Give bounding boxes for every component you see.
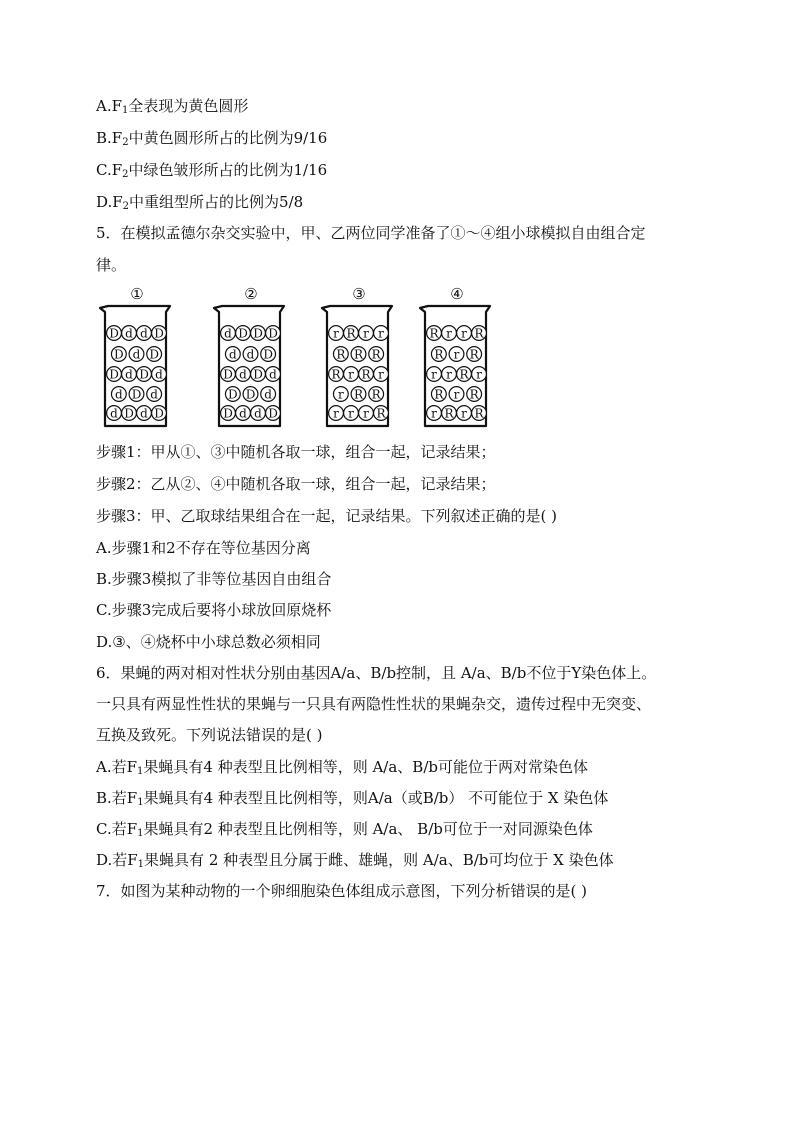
ball-label: r bbox=[348, 406, 354, 421]
q5-step3: 步骤3：甲、乙取球结果组合在一起，记录结果。下列叙述正确的是( ) bbox=[96, 507, 558, 525]
ball-label: R bbox=[336, 347, 346, 362]
beakers-figure bbox=[96, 282, 496, 430]
ball-label: D bbox=[228, 387, 238, 402]
q4-option-c: $C.F_2$中绿色皱形所占的比例为1/16 bbox=[96, 161, 328, 180]
ball-label: d bbox=[155, 367, 163, 382]
ball-label: r bbox=[363, 406, 369, 421]
q6-stem-line3: 互换及致死。下列说法错误的是( ) bbox=[96, 726, 323, 744]
ball-label: d bbox=[150, 387, 158, 402]
ball-label: R bbox=[469, 347, 479, 362]
ball-label: D bbox=[149, 347, 159, 362]
beaker-3 bbox=[322, 285, 392, 426]
ball-label: R bbox=[353, 387, 364, 402]
ball-label: D bbox=[131, 387, 142, 402]
q6-stem-line1: 6．果蝇的两对相对性状分别由基因A/a、B/b控制，且 A/a、B/b不位于Y染色体上。 bbox=[96, 664, 657, 682]
q4-option-d: $D.F_2$中重组型所占的比例为5/8 bbox=[96, 193, 304, 212]
q5-stem-line2: 律。 bbox=[96, 256, 127, 274]
beakers-diagram bbox=[96, 282, 496, 430]
ball-label: d bbox=[115, 387, 123, 402]
ball-label: D bbox=[109, 326, 119, 341]
q5-option-d: D.③、④烧杯中小球总数必须相同 bbox=[96, 633, 321, 651]
ball-label: R bbox=[331, 367, 341, 382]
q5-step2: 步骤2：乙从②、④中随机各取一球，组合一起，记录结果； bbox=[96, 475, 496, 493]
q6-option-c: C.若$F_1$果蝇具有2 种表型且比例相等，则 A/a、 B/b可位于一对同源染色体 bbox=[96, 820, 593, 839]
ball-label: r bbox=[461, 406, 467, 421]
ball-label: R bbox=[353, 347, 364, 362]
q4-option-a: $A.F_1$全表现为黄色圆形 bbox=[96, 97, 249, 116]
ball-label: R bbox=[434, 347, 444, 362]
ball-label: R bbox=[346, 326, 356, 341]
ball-label: D bbox=[253, 367, 263, 382]
ball-label: D bbox=[124, 406, 134, 421]
q6-stem-line2: 一只具有两显性性状的果蝇与一只具有两隐性性状的果蝇杂交，遗传过程中无突变、 bbox=[96, 695, 652, 713]
ball-label: d bbox=[140, 406, 148, 421]
ball-label: R bbox=[474, 406, 484, 421]
ball-label: r bbox=[453, 347, 460, 362]
ball-label: r bbox=[461, 326, 467, 341]
ball-label: R bbox=[371, 387, 381, 402]
ball-label: D bbox=[139, 367, 149, 382]
ball-label: d bbox=[229, 347, 237, 362]
ball-label: D bbox=[238, 326, 248, 341]
q6-option-a: A.若$F_1$果蝇具有4 种表型且比例相等，则 A/a、B/b可能位于两对常染色体 bbox=[96, 758, 588, 777]
q5-option-a: A.步骤1和2不存在等位基因分离 bbox=[96, 539, 311, 557]
ball-label: r bbox=[431, 367, 437, 382]
ball-label: d bbox=[125, 326, 133, 341]
ball-label: d bbox=[110, 406, 118, 421]
beaker-1 bbox=[100, 285, 170, 426]
ball-label: R bbox=[434, 387, 444, 402]
q4-option-b: $B.F_2$中黄色圆形所占的比例为9/16 bbox=[96, 129, 328, 148]
ball-label: r bbox=[333, 406, 339, 421]
ball-label: D bbox=[154, 326, 164, 341]
ball-label: R bbox=[376, 406, 386, 421]
ball-label: r bbox=[363, 326, 369, 341]
ball-label: r bbox=[453, 387, 460, 402]
ball-label: r bbox=[431, 406, 437, 421]
ball-label: R bbox=[444, 406, 454, 421]
ball-label: d bbox=[254, 406, 262, 421]
ball-label: d bbox=[132, 347, 141, 362]
ball-label: r bbox=[378, 326, 384, 341]
q5-stem-line1: 5．在模拟孟德尔杂交实验中，甲、乙两位同学准备了①～④组小球模拟自由组合定 bbox=[96, 224, 646, 242]
ball-label: r bbox=[337, 387, 344, 402]
ball-label: r bbox=[446, 326, 452, 341]
ball-label: d bbox=[224, 326, 232, 341]
ball-label: D bbox=[154, 406, 164, 421]
ball-label: D bbox=[109, 367, 119, 382]
ball-label: R bbox=[429, 326, 439, 341]
ball-label: D bbox=[223, 406, 233, 421]
ball-label: r bbox=[476, 367, 482, 382]
ball-label: d bbox=[269, 367, 277, 382]
ball-label: R bbox=[361, 367, 371, 382]
q7-stem: 7．如图为某种动物的一个卵细胞染色体组成示意图，下列分析错误的是( ) bbox=[96, 882, 588, 900]
ball-label: R bbox=[474, 326, 484, 341]
ball-label: R bbox=[469, 387, 479, 402]
ball-label: D bbox=[253, 326, 263, 341]
ball-label: D bbox=[245, 387, 256, 402]
ball-label: D bbox=[268, 406, 278, 421]
ball-label: r bbox=[446, 367, 452, 382]
beaker-label: ② bbox=[244, 285, 258, 303]
q6-option-b: B.若$F_1$果蝇具有4 种表型且比例相等，则A/a（或B/b） 不可能位于 X 染色体 bbox=[96, 789, 609, 808]
ball-label: D bbox=[223, 367, 233, 382]
beaker-4 bbox=[420, 285, 490, 426]
q5-option-b: B.步骤3模拟了非等位基因自由组合 bbox=[96, 570, 332, 588]
ball-label: D bbox=[263, 347, 273, 362]
ball-label: d bbox=[264, 387, 272, 402]
ball-label: d bbox=[239, 367, 247, 382]
ball-label: D bbox=[114, 347, 124, 362]
ball-label: d bbox=[125, 367, 133, 382]
q5-step1: 步骤1：甲从①、③中随机各取一球，组合一起，记录结果； bbox=[96, 443, 496, 461]
ball-label: d bbox=[140, 326, 148, 341]
ball-label: r bbox=[333, 326, 339, 341]
beaker-label: ① bbox=[130, 285, 144, 303]
ball-label: D bbox=[268, 326, 278, 341]
ball-label: r bbox=[348, 367, 354, 382]
q5-option-c: C.步骤3完成后要将小球放回原烧杯 bbox=[96, 601, 332, 619]
beaker-label: ④ bbox=[450, 285, 464, 303]
ball-label: d bbox=[239, 406, 247, 421]
ball-label: R bbox=[371, 347, 381, 362]
ball-label: r bbox=[378, 367, 384, 382]
ball-label: R bbox=[459, 367, 469, 382]
q6-option-d: D.若$F_1$果蝇具有 2 种表型且分属于雌、雄蝇，则 A/a、B/b可均位于 X 染色体 bbox=[96, 851, 614, 870]
beaker-2 bbox=[214, 285, 284, 426]
beaker-label: ③ bbox=[352, 285, 366, 303]
ball-label: d bbox=[246, 347, 255, 362]
